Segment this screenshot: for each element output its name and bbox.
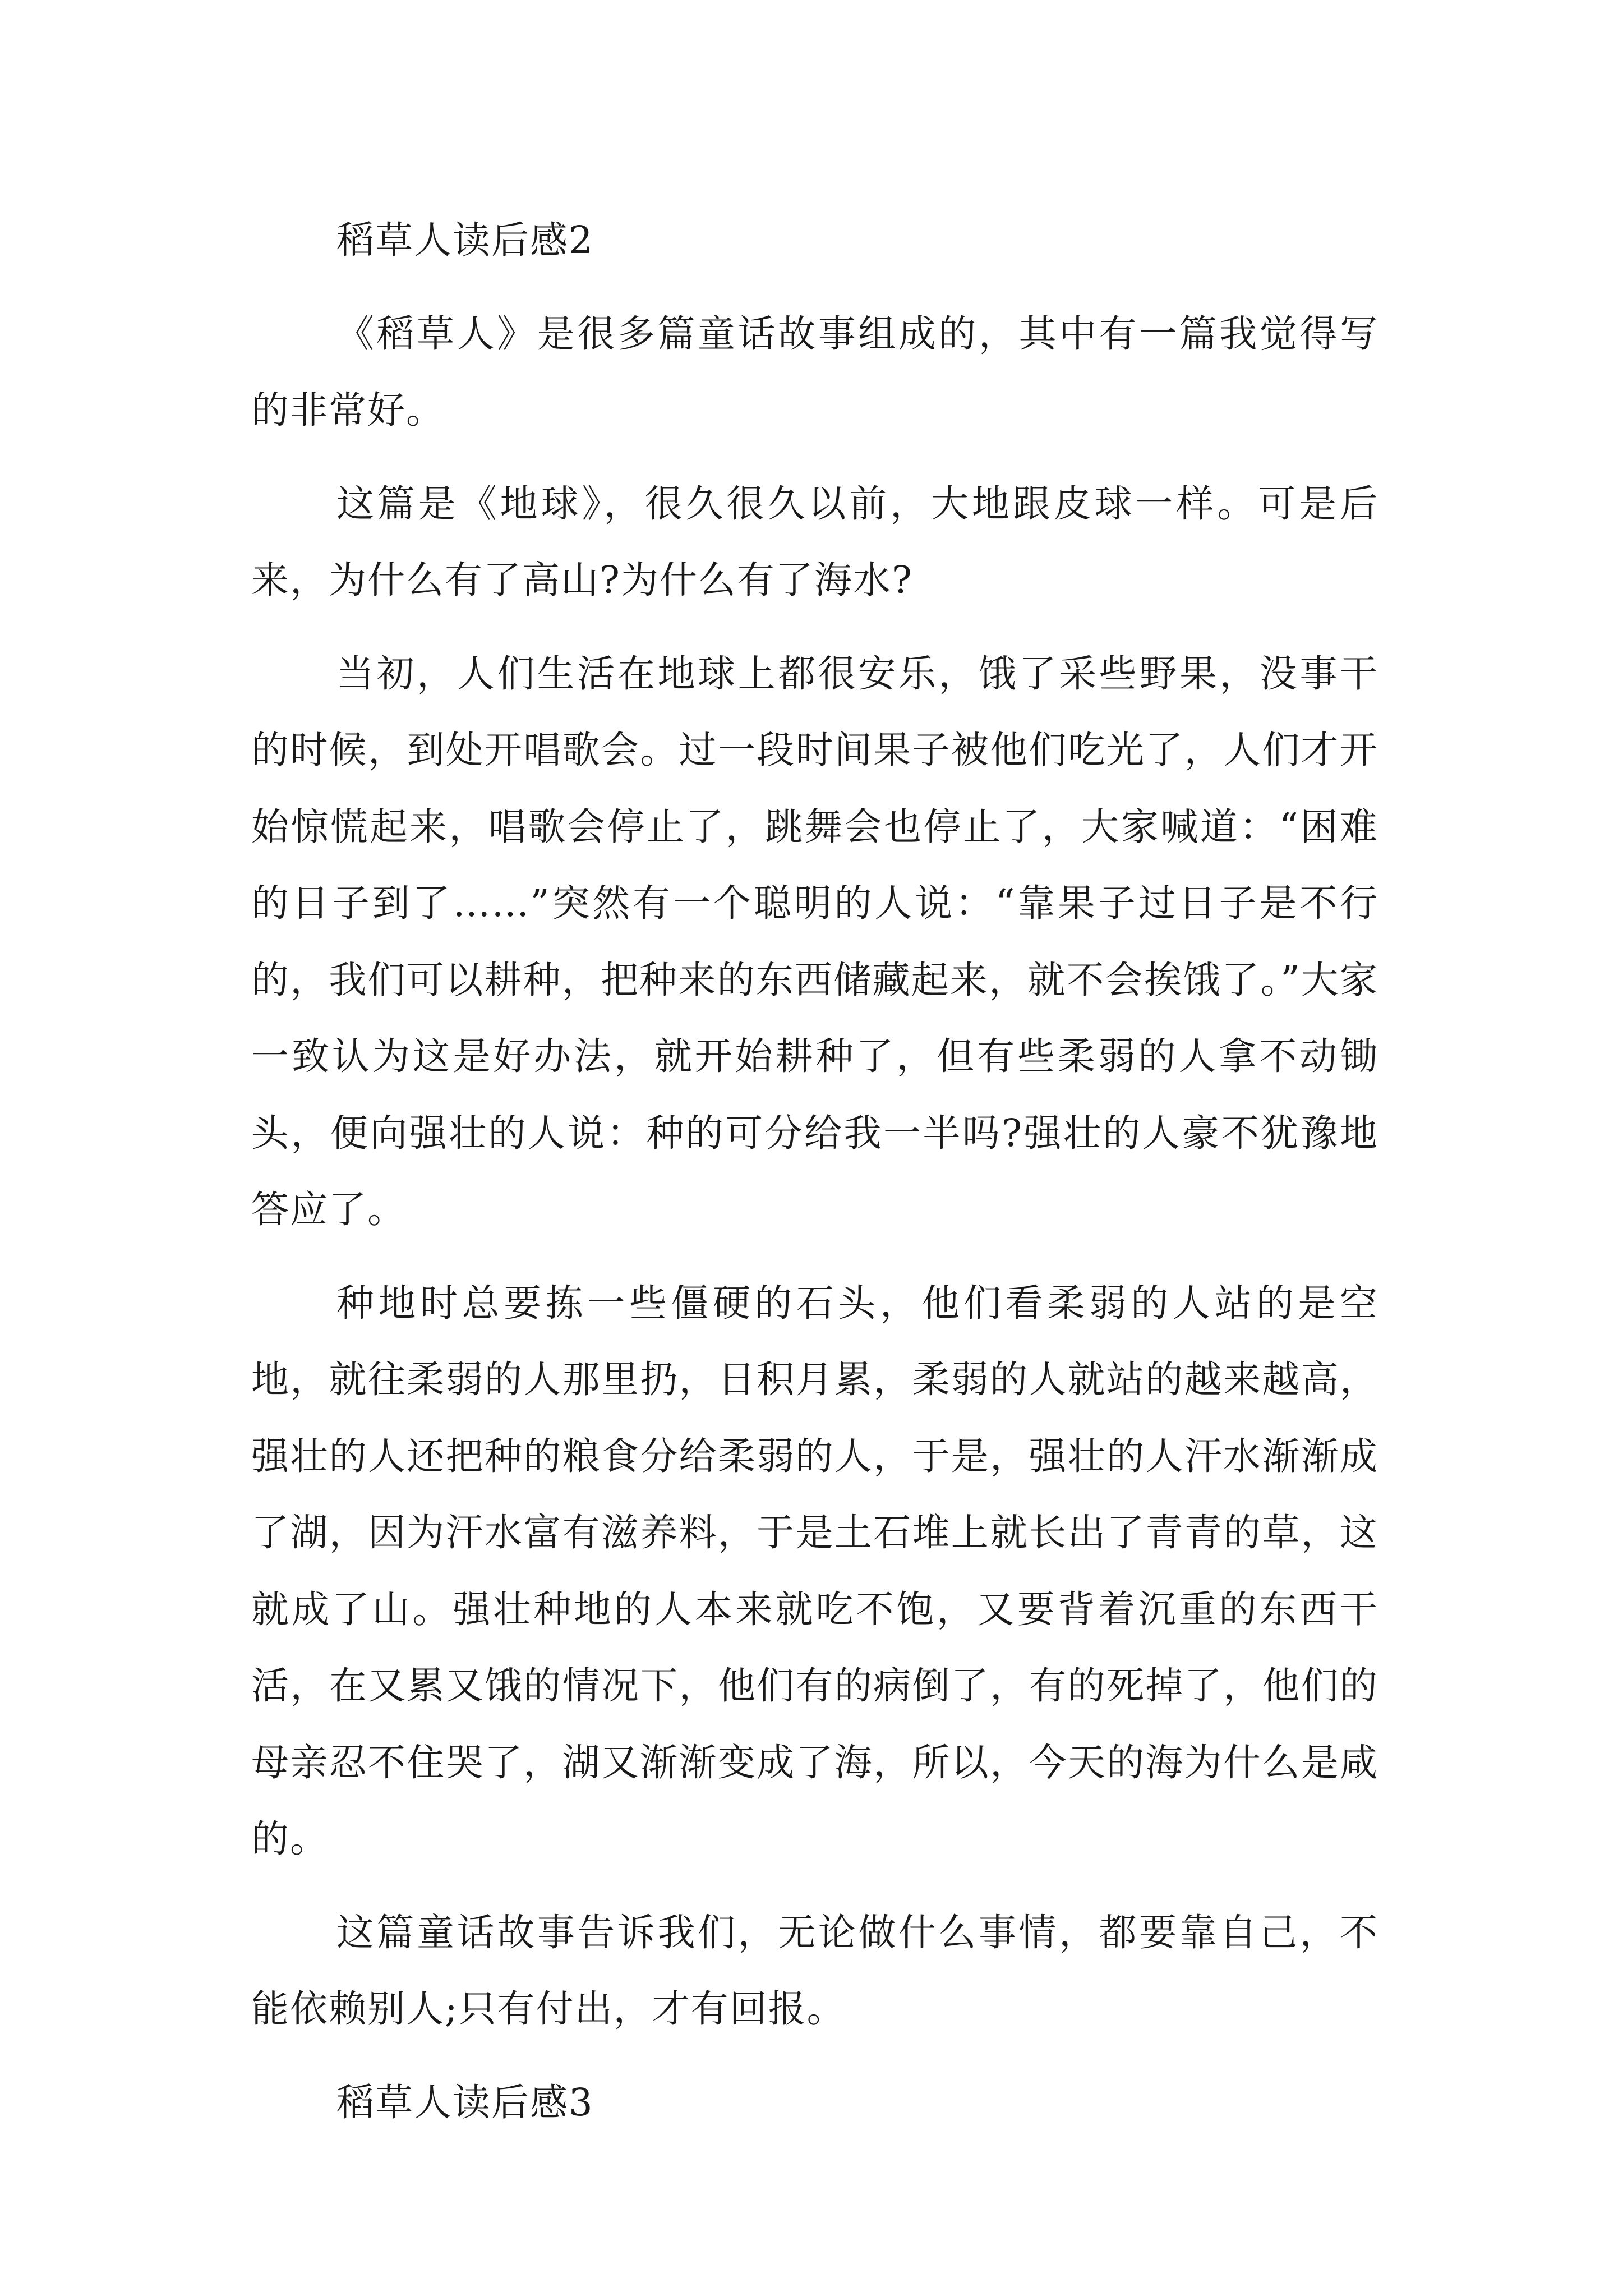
document-body (251, 202, 1378, 2157)
section-heading: 稻草人读后感2 (336, 218, 594, 262)
paragraph: 种地时总要拣一些僵硬的石头，他们看柔弱的人站的是空地，就往柔弱的人那里扔，日积月累，柔弱的人就站的越来越高，强壮的人还把种的粮食分给柔弱的人，于是，强壮的人汗水渐渐成了湖，因为汗水富有滋养料，于是土石堆上就长出了青青的草，这就成了山。强壮种地的人本来就吃不饱，又要背着沉重的东西干活，在又累又饿的情况下，他们有的病倒了，有的死掉了，他们的母亲忍不住哭了，湖又渐渐变成了海，所以，今天的海为什么是咸的。 (251, 1281, 1378, 1861)
paragraph: 《稻草人》是很多篇童话故事组成的，其中有一篇我觉得写的非常好。 (251, 311, 1378, 432)
paragraph: 这篇是《地球》，很久很久以前，大地跟皮球一样。可是后来，为什么有了高山?为什么有了海水? (251, 481, 1378, 602)
paragraph: 这篇童话故事告诉我们，无论做什么事情，都要靠自己，不能依赖别人;只有付出，才有回报。 (251, 1910, 1378, 2031)
section-heading: 稻草人读后感3 (336, 2080, 594, 2124)
paragraph: 当初，人们生活在地球上都很安乐，饿了采些野果，没事干的时候，到处开唱歌会。过一段时间果子被他们吃光了，人们才开始惊慌起来，唱歌会停止了，跳舞会也停止了，大家喊道：“困难的日子到了……”突然有一个聪明的人说：“靠果子过日子是不行的，我们可以耕种，把种来的东西储藏起来，就不会挨饿了。”大家一致认为这是好办法，就开始耕种了，但有些柔弱的人拿不动锄头，便向强壮的人说：种的可分给我一半吗?强壮的人豪不犹豫地答应了。 (251, 651, 1378, 1231)
